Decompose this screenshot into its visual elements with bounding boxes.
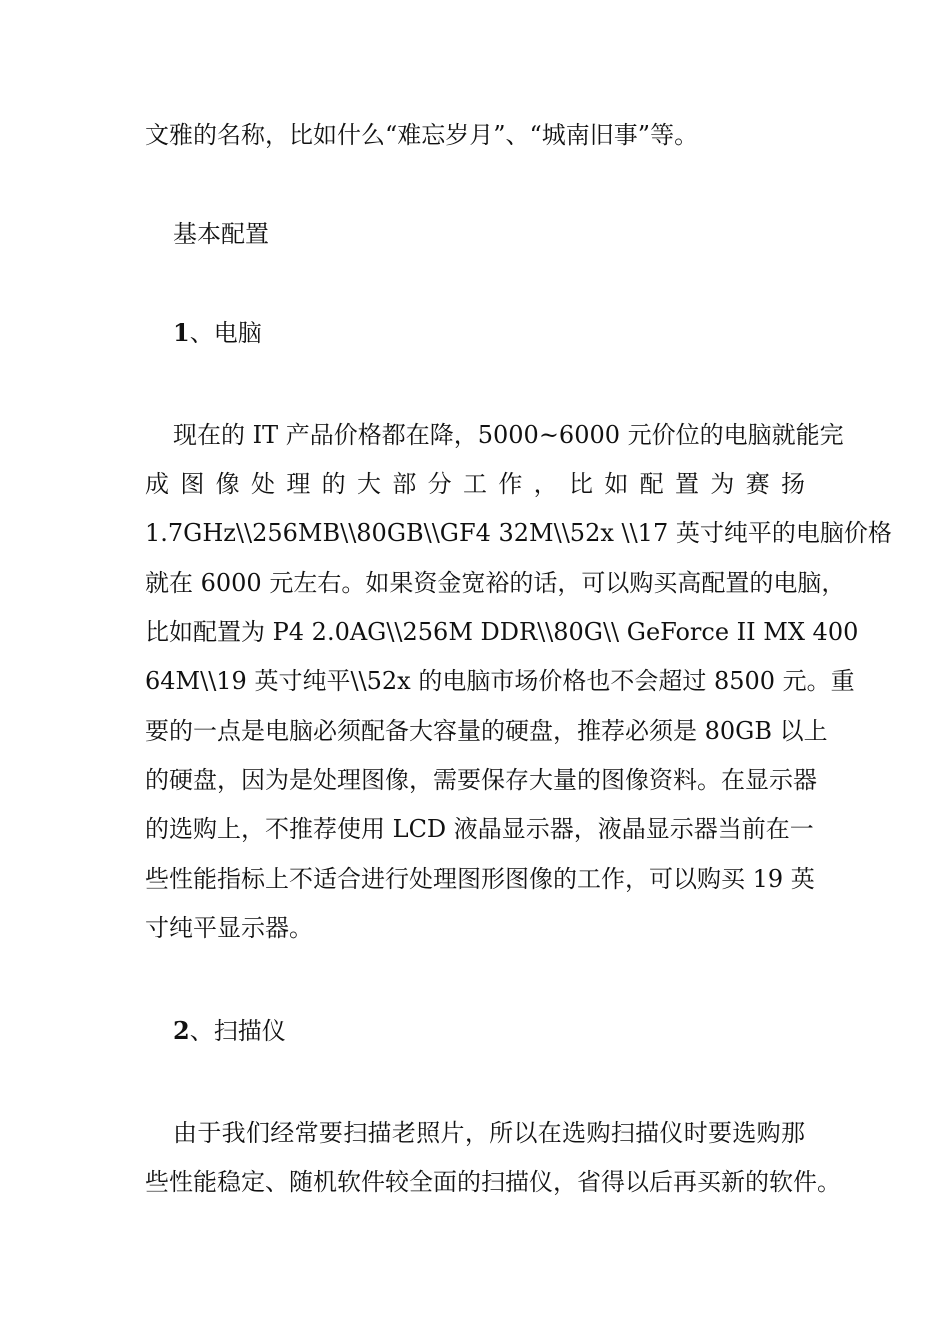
- subheading-scanner: [173, 1011, 805, 1051]
- paragraph-computer-line-6: 64M\\19 英寸纯平\\52x 的电脑市场价格也不会超过 8500 元。重: [145, 667, 855, 695]
- section-heading-basic-config: 基本配置: [173, 220, 269, 248]
- subheading-computer: [173, 313, 805, 353]
- paragraph-computer-line-10: 些性能指标上不适合进行处理图形图像的工作，可以购买 19 英: [145, 865, 815, 893]
- paragraph-computer-line-4: 就在 6000 元左右。如果资金宽裕的话，可以购买高配置的电脑，: [145, 569, 846, 597]
- paragraph-intro-line: 文雅的名称，比如什么“难忘岁月”、“城南旧事”等。: [145, 121, 699, 149]
- subheading-number: 1: [173, 318, 190, 347]
- paragraph-computer-line-5: 比如配置为 P4 2.0AG\\256M DDR\\80G\\ GeForce II MX 400: [145, 618, 859, 646]
- subheading-number: 2: [173, 1016, 190, 1045]
- paragraph-computer-line-1: 现在的 IT 产品价格都在降，5000~6000 元价位的电脑就能完: [173, 421, 844, 449]
- paragraph-scanner-line-1: 由于我们经常要扫描老照片，所以在选购扫描仪时要选购那: [173, 1119, 805, 1147]
- paragraph-computer-line-3: 1.7GHz\\256MB\\80GB\\GF4 32M\\52x \\17 英寸纯平的电脑价格: [145, 519, 892, 547]
- subheading-title: 、扫描仪: [189, 1017, 286, 1045]
- paragraph-computer-line-2: 成 图 像 处 理 的 大 部 分 工 作 ， 比 如 配 置 为 赛 扬: [145, 470, 805, 498]
- paragraph-computer-line-8: 的硬盘，因为是处理图像，需要保存大量的图像资料。在显示器: [145, 766, 817, 794]
- paragraph-computer-line-7: 要的一点是电脑必须配备大容量的硬盘，推荐必须是 80GB 以上: [145, 717, 828, 745]
- paragraph-computer-line-11: 寸纯平显示器。: [145, 914, 313, 942]
- paragraph-scanner-line-2: 些性能稳定、随机软件较全面的扫描仪，省得以后再买新的软件。: [145, 1168, 841, 1196]
- paragraph-computer-line-9: 的选购上，不推荐使用 LCD 液晶显示器，液晶显示器当前在一: [145, 815, 814, 843]
- subheading-title: 、电脑: [189, 319, 262, 347]
